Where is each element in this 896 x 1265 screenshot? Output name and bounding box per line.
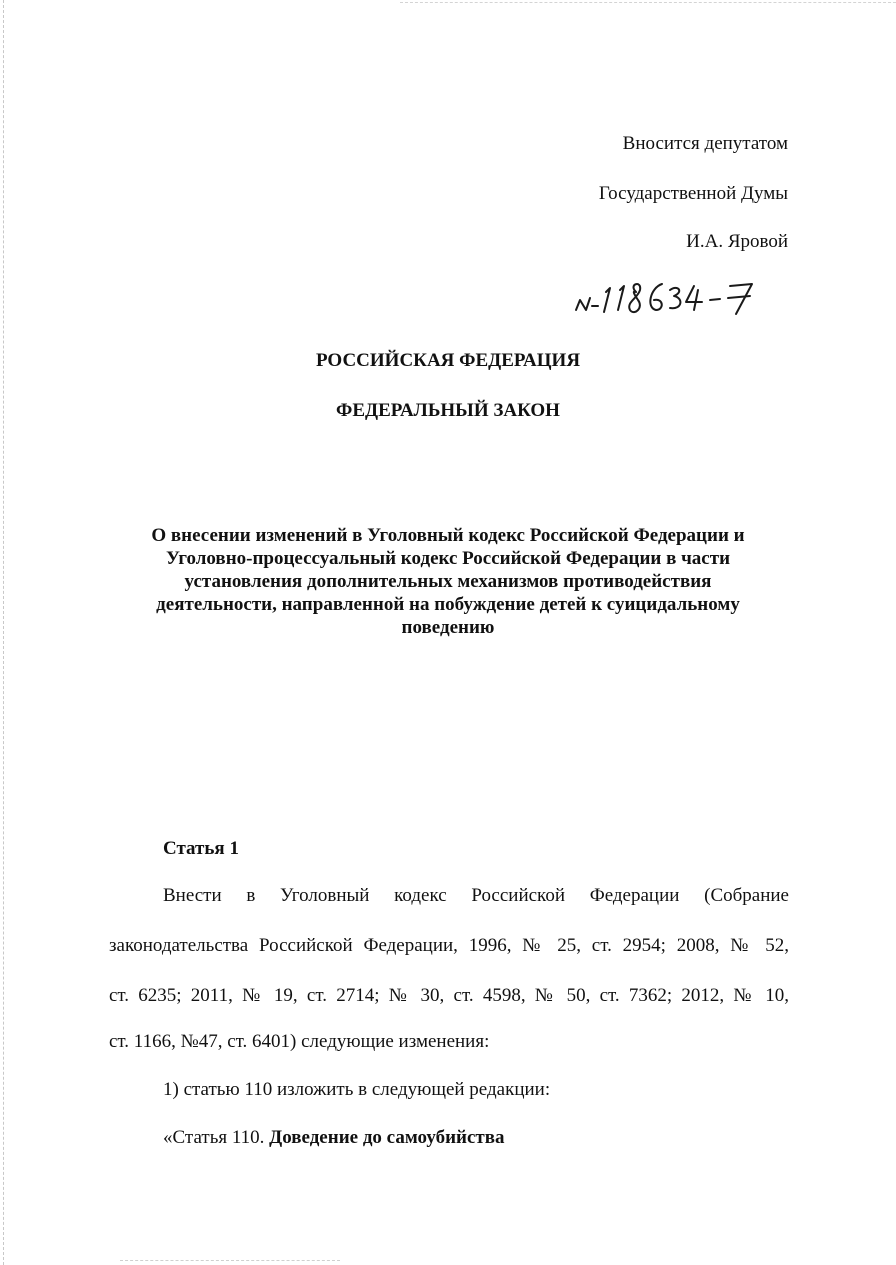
- amendment-item: 1) статью 110 изложить в следующей редакции:: [163, 1079, 551, 1100]
- paragraph-line: Внести в Уголовный кодекс Российской Федерации (Собрание: [163, 885, 789, 906]
- document-country-heading: РОССИЙСКАЯ ФЕДЕРАЦИЯ: [315, 350, 581, 371]
- handwritten-registration-number: [570, 270, 770, 320]
- quoted-article-heading: [163, 1127, 505, 1149]
- quoted-article-title: Доведение до самоубийства: [269, 1127, 505, 1148]
- paragraph-line: ст. 6235; 2011, № 19, ст. 2714; № 30, ст. 4598, № 50, ст. 7362; 2012, № 10,: [109, 985, 789, 1006]
- law-title-line: поведению: [401, 617, 495, 638]
- sponsor-line-2: Государственной Думы: [598, 183, 788, 204]
- scan-edge-bottom: [120, 1260, 340, 1261]
- paragraph-line: законодательства Российской Федерации, 1996, № 25, ст. 2954; 2008, № 52,: [109, 935, 789, 956]
- sponsor-name: И.А. Яровой: [686, 231, 788, 252]
- article-heading: Статья 1: [163, 838, 239, 859]
- paragraph-line: ст. 1166, №47, ст. 6401) следующие изменения:: [109, 1031, 490, 1052]
- sponsor-line-1: Вносится депутатом: [622, 133, 788, 154]
- document-type-heading: ФЕДЕРАЛЬНЫЙ ЗАКОН: [336, 400, 560, 421]
- law-title-line: Уголовно-процессуальный кодекс Российской Федерации в части: [165, 548, 731, 569]
- law-title-line: О внесении изменений в Уголовный кодекс Российской Федерации и: [151, 525, 745, 546]
- scan-edge-top: [400, 2, 896, 3]
- law-title-line: деятельности, направленной на побуждение детей к суицидальному: [156, 594, 740, 615]
- law-title: [100, 524, 796, 639]
- scan-edge-left: [3, 0, 4, 1265]
- quoted-article-number: «Статья 110.: [163, 1127, 270, 1148]
- law-title-line: установления дополнительных механизмов противодействия: [184, 571, 712, 592]
